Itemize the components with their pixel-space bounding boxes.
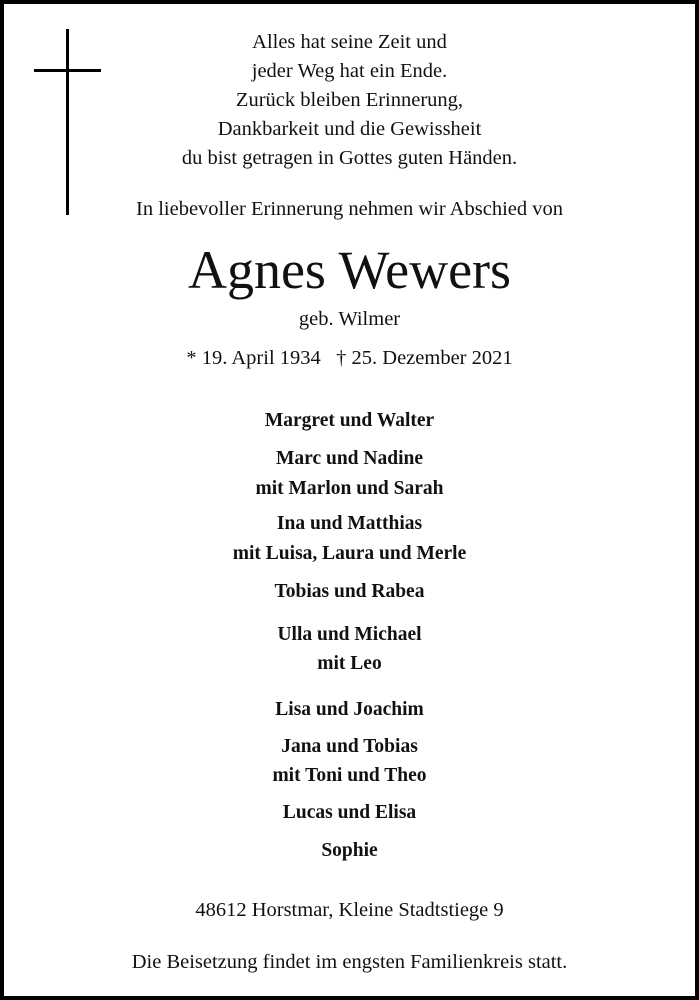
family-line: Margret und Walter — [264, 410, 435, 431]
poem-line: Zurück bleiben Erinnerung, — [235, 89, 464, 111]
life-dates: * 19. April 1934 † 25. Dezember 2021 — [186, 347, 513, 369]
family-line: Jana und Tobias — [281, 736, 418, 757]
family-line: Sophie — [321, 840, 378, 861]
family-line: Lisa und Joachim — [275, 699, 424, 720]
maiden-name: geb. Wilmer — [298, 308, 401, 330]
family-line: Tobias und Rabea — [274, 581, 425, 602]
address: 48612 Horstmar, Kleine Stadtstiege 9 — [195, 899, 504, 921]
intro-text: In liebevoller Erinnerung nehmen wir Abschied von — [136, 198, 563, 220]
poem-line: Alles hat seine Zeit und — [252, 31, 447, 53]
family-line: mit Luisa, Laura und Merle — [232, 543, 467, 564]
family-line: Marc und Nadine — [276, 448, 423, 469]
family-line: mit Marlon und Sarah — [255, 478, 444, 499]
closing-note: Die Beisetzung findet im engsten Familienkreis statt. — [131, 951, 568, 973]
poem-line: du bist getragen in Gottes guten Händen. — [181, 147, 518, 169]
poem-line: Dankbarkeit und die Gewissheit — [217, 118, 482, 140]
family-line: Ulla und Michael — [277, 624, 422, 645]
poem-line: jeder Weg hat ein Ende. — [251, 60, 448, 82]
family-line: mit Leo — [317, 653, 382, 674]
deceased-name: Agnes Wewers — [187, 240, 512, 300]
family-line: Lucas und Elisa — [282, 802, 417, 823]
family-line: mit Toni und Theo — [272, 765, 427, 786]
family-line: Ina und Matthias — [276, 513, 423, 534]
